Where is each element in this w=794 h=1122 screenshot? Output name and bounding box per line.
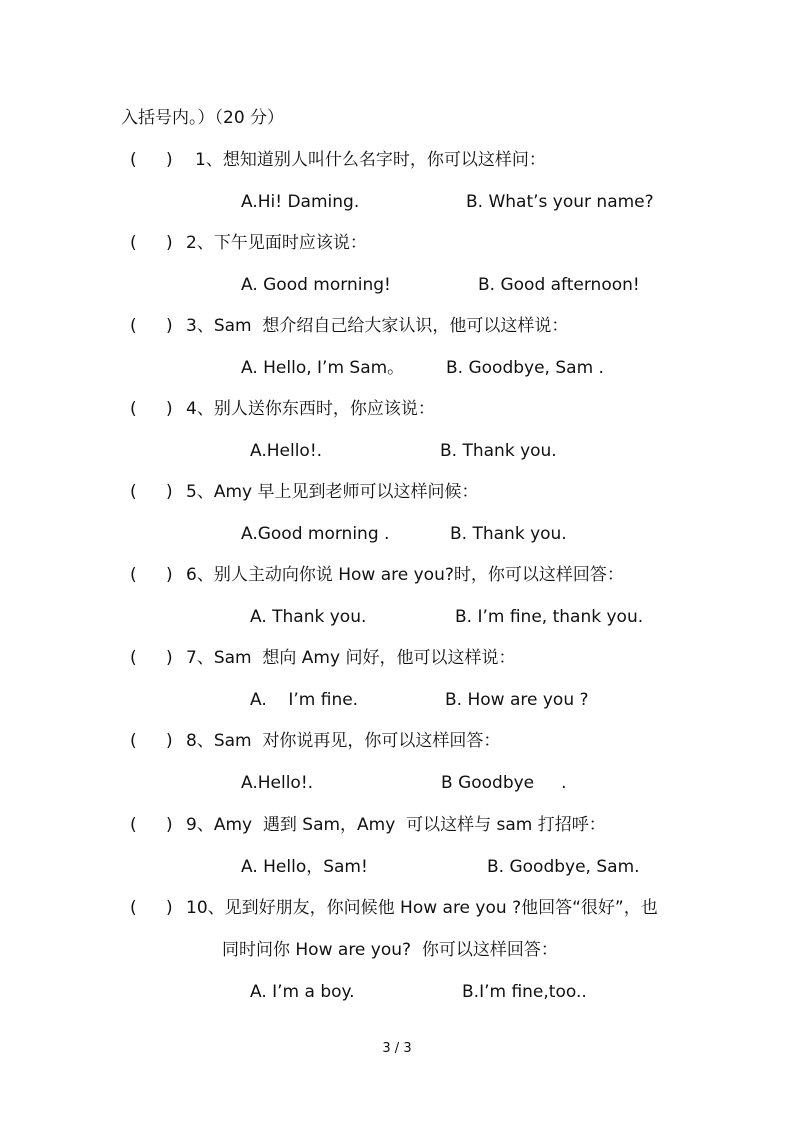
- option-a: A. Hello, I’m Sam。: [241, 358, 405, 378]
- page-number: 3 / 3: [382, 1041, 412, 1056]
- answer-paren-close[interactable]: ): [166, 648, 173, 668]
- question-text: 5、Amy 早上见到老师可以这样问候：: [186, 482, 479, 502]
- option-a: A. Thank you.: [250, 607, 367, 627]
- question-text: 3、Sam 想介绍自己给大家认识，他可以这样说：: [186, 316, 569, 336]
- answer-paren-open[interactable]: (: [130, 731, 137, 751]
- option-a: A.Hello!.: [241, 773, 314, 793]
- answer-paren-open[interactable]: (: [130, 648, 137, 668]
- option-a: A. I’m a boy.: [250, 982, 355, 1002]
- answer-paren-close[interactable]: ): [166, 898, 173, 918]
- answer-paren-open[interactable]: (: [130, 150, 137, 170]
- option-a: A. Hello，Sam!: [241, 857, 368, 877]
- option-b: B. Goodbye, Sam.: [487, 857, 640, 877]
- answer-paren-open[interactable]: (: [130, 565, 137, 585]
- option-b: B. What’s your name?: [466, 192, 654, 212]
- answer-paren-open[interactable]: (: [130, 399, 137, 419]
- answer-paren-open[interactable]: (: [130, 482, 137, 502]
- question-text: 4、别人送你东西时，你应该说：: [186, 399, 435, 419]
- answer-paren-close[interactable]: ): [166, 150, 173, 170]
- option-b: B.I’m fine,too..: [462, 982, 587, 1002]
- question-text: 2、下午见面时应该说：: [186, 233, 367, 253]
- option-b: B. Good afternoon!: [478, 275, 640, 295]
- question-text: 9、Amy 遇到 Sam，Amy 可以这样与 sam 打招呼：: [186, 815, 606, 835]
- option-b: B. I’m fine, thank you.: [455, 607, 644, 627]
- question-text-continued: 同时问你 How are you? 你可以这样回答：: [222, 940, 558, 960]
- option-a: A.Hi! Daming.: [241, 192, 360, 212]
- question-text: 7、Sam 想向 Amy 问好，他可以这样说：: [186, 648, 516, 668]
- option-b: B Goodbye .: [441, 773, 567, 793]
- section-instruction: 入括号内。）（20 分）: [121, 108, 285, 128]
- question-text: 8、Sam 对你说再见，你可以这样回答：: [186, 731, 501, 751]
- answer-paren-open[interactable]: (: [130, 316, 137, 336]
- answer-paren-open[interactable]: (: [130, 898, 137, 918]
- question-text: 10、见到好朋友，你问候他 How are you ?他回答“很好”，也: [186, 898, 658, 918]
- option-a: A.Hello!.: [250, 441, 323, 461]
- answer-paren-open[interactable]: (: [130, 815, 137, 835]
- option-a: A. I’m fine.: [250, 690, 359, 710]
- option-b: B. Thank you.: [450, 524, 567, 544]
- answer-paren-close[interactable]: ): [166, 815, 173, 835]
- answer-paren-close[interactable]: ): [166, 233, 173, 253]
- answer-paren-close[interactable]: ): [166, 731, 173, 751]
- option-b: B. How are you ?: [445, 690, 589, 710]
- answer-paren-close[interactable]: ): [166, 565, 173, 585]
- answer-paren-close[interactable]: ): [166, 399, 173, 419]
- option-a: A. Good morning!: [241, 275, 391, 295]
- option-b: B. Goodbye, Sam .: [446, 358, 604, 378]
- question-text: 6、别人主动向你说 How are you?时，你可以这样回答：: [186, 565, 624, 585]
- answer-paren-close[interactable]: ): [166, 316, 173, 336]
- option-b: B. Thank you.: [440, 441, 557, 461]
- option-a: A.Good morning .: [241, 524, 390, 544]
- question-text: 1、想知道别人叫什么名字时，你可以这样问：: [195, 150, 546, 170]
- answer-paren-open[interactable]: (: [130, 233, 137, 253]
- answer-paren-close[interactable]: ): [166, 482, 173, 502]
